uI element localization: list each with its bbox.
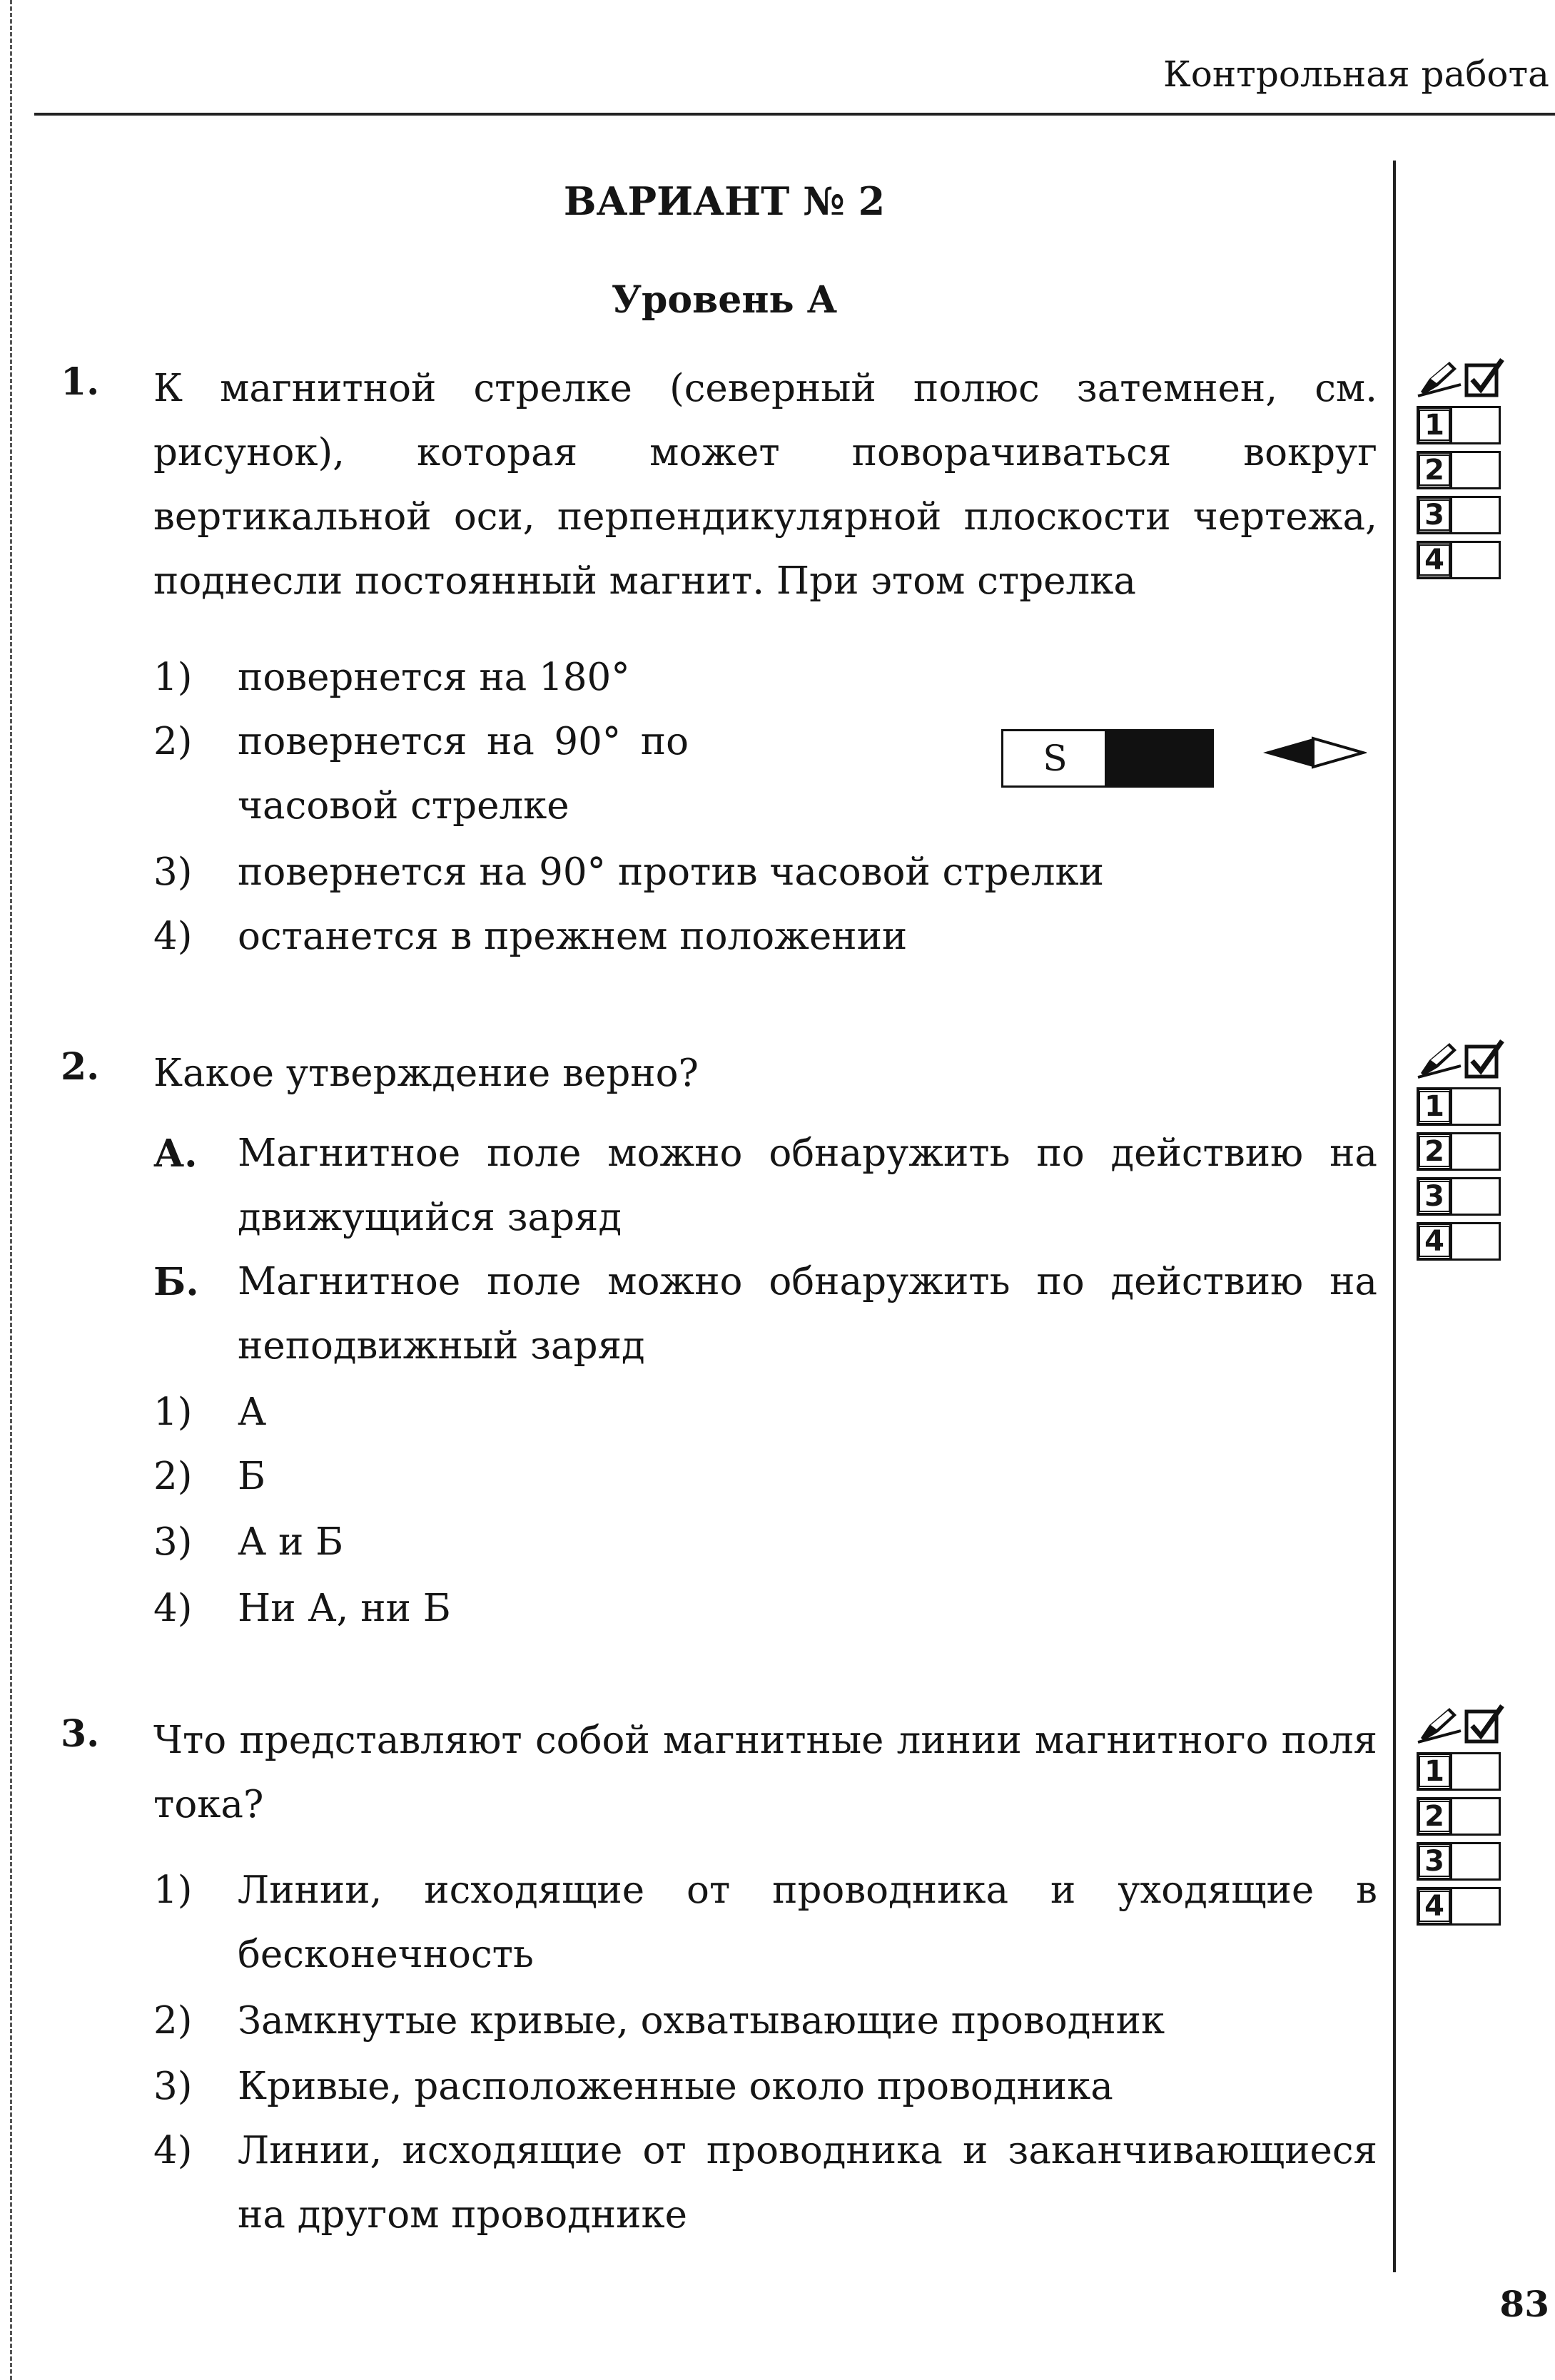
option-text: повернется на 90° против часовой стрелки (238, 850, 1104, 894)
answer-option-number-label: 3 (1419, 1181, 1450, 1212)
answer-option-row (1417, 1842, 1538, 1881)
question-1-number: 1. (61, 360, 100, 404)
question-2-option-2 (153, 1445, 1377, 1509)
answer-checkbox[interactable] (1452, 1177, 1501, 1216)
pencil-icon (1417, 1039, 1462, 1079)
option-text: останется в прежнем положении (238, 915, 908, 958)
option-label: 4) (153, 2129, 193, 2172)
level-title: Уровень А (611, 278, 838, 322)
question-3-option-1 (153, 1858, 1377, 1987)
option-text: Линии, исходящие от проводника и заканчивающиеся на другом проводнике (238, 2129, 1377, 2237)
answer-option-number (1417, 541, 1452, 579)
answer-option-row (1417, 1797, 1538, 1836)
answer-option-number (1417, 1752, 1452, 1791)
question-2-option-4 (153, 1577, 1377, 1641)
answer-option-number (1417, 1887, 1452, 1926)
magnet-north-pole (1105, 731, 1212, 785)
answer-option-number-label: 4 (1419, 1891, 1450, 1922)
header-rule (34, 113, 1555, 116)
question-2-option-3 (153, 1510, 1377, 1575)
answer-option-number-label: 2 (1419, 454, 1450, 486)
answer-option-row (1417, 1177, 1538, 1216)
running-title: Контрольная работа (1163, 54, 1549, 95)
answer-grid-header (1417, 1702, 1538, 1746)
question-2-text: Какое утверждение верно? (153, 1052, 699, 1095)
answer-option-number-label: 3 (1419, 1846, 1450, 1877)
answer-option-row (1417, 451, 1538, 489)
answer-option-row (1417, 1087, 1538, 1126)
question-3-number: 3. (61, 1712, 100, 1756)
question-1-option-1 (153, 646, 974, 710)
answer-option-number-label: 4 (1419, 1226, 1450, 1257)
answer-option-number-label: 1 (1419, 410, 1450, 441)
option-label: 2) (153, 1455, 193, 1498)
answer-option-number (1417, 496, 1452, 534)
answer-grid-question-3 (1417, 1702, 1538, 1926)
question-1-option-3 (153, 840, 1377, 905)
option-text: повернется на 90° по часовой стрелке (238, 720, 689, 828)
option-label: 1) (153, 1390, 193, 1434)
question-3-option-3 (153, 2055, 1377, 2119)
answer-option-number-label: 1 (1419, 1091, 1450, 1122)
answer-grid-question-1 (1417, 355, 1538, 579)
answer-option-row (1417, 541, 1538, 579)
option-label: 4) (153, 915, 193, 958)
answer-checkbox[interactable] (1452, 1797, 1501, 1836)
option-label: 2) (153, 720, 193, 763)
answer-option-row (1417, 1887, 1538, 1926)
answer-checkbox[interactable] (1452, 1752, 1501, 1791)
answer-checkbox[interactable] (1452, 541, 1501, 579)
answer-grid-header (1417, 1037, 1538, 1081)
question-2-statement-b (153, 1250, 1377, 1378)
question-3-option-2 (153, 1989, 1377, 2053)
question-1-text: К магнитной стрелке (северный полюс затемнен, см. рисунок), которая может поворачиваться вокруг вертикальной оси, перпендикулярной плоскости чертежа, поднесли постоянный магнит. При этом стрелка (153, 367, 1377, 603)
answer-option-number (1417, 1132, 1452, 1171)
page-number: 83 (1499, 2283, 1549, 2325)
magnet-south-pole: S (1043, 738, 1068, 779)
cut-line (10, 0, 12, 2380)
option-text: А и Б (238, 1520, 344, 1564)
option-text: Б (238, 1455, 265, 1498)
permanent-magnet (1001, 729, 1214, 788)
option-text: Линии, исходящие от проводника и уходящие в бесконечность (238, 1868, 1377, 1976)
question-2-number: 2. (61, 1045, 100, 1089)
answer-checkbox[interactable] (1452, 1087, 1501, 1126)
question-2-option-1 (153, 1380, 1377, 1445)
option-text: Кривые, расположенные около проводника (238, 2065, 1113, 2108)
question-3-text: Что представляют собой магнитные линии магнитного поля тока? (153, 1719, 1377, 1826)
option-label: 2) (153, 1999, 193, 2043)
compass-needle-icon (1260, 735, 1367, 771)
answer-option-number-label: 2 (1419, 1801, 1450, 1832)
answer-option-number (1417, 1842, 1452, 1881)
statement-text: Магнитное поле можно обнаружить по действию на движущийся заряд (238, 1131, 1377, 1239)
statement-text: Магнитное поле можно обнаружить по действию на неподвижный заряд (238, 1260, 1377, 1368)
checkbox-checked-icon (1462, 357, 1505, 398)
answer-option-number (1417, 451, 1452, 489)
option-label: 4) (153, 1587, 193, 1630)
question-1-option-2 (153, 710, 689, 838)
answer-option-number-label: 1 (1419, 1756, 1450, 1787)
answer-option-row (1417, 1132, 1538, 1171)
option-text: Ни А, ни Б (238, 1587, 451, 1630)
checkbox-checked-icon (1462, 1703, 1505, 1744)
answer-checkbox[interactable] (1452, 1842, 1501, 1881)
answer-checkbox[interactable] (1452, 496, 1501, 534)
question-1-option-4 (153, 905, 1377, 969)
answer-option-number-label: 4 (1419, 544, 1450, 576)
option-label: 3) (153, 2065, 193, 2108)
option-text: Замкнутые кривые, охватывающие проводник (238, 1999, 1165, 2043)
answer-option-number (1417, 1177, 1452, 1216)
margin-rule (1393, 161, 1396, 2272)
statement-label: Б. (153, 1260, 199, 1304)
answer-option-row (1417, 1222, 1538, 1261)
answer-grid-header (1417, 355, 1538, 400)
option-text: А (238, 1390, 267, 1434)
answer-option-number (1417, 406, 1452, 444)
pencil-icon (1417, 357, 1462, 397)
option-label: 3) (153, 1520, 193, 1564)
question-3-option-4 (153, 2119, 1377, 2247)
answer-option-number (1417, 1222, 1452, 1261)
checkbox-checked-icon (1462, 1038, 1505, 1079)
answer-checkbox[interactable] (1452, 1222, 1501, 1261)
pencil-icon (1417, 1704, 1462, 1744)
answer-option-row (1417, 1752, 1538, 1791)
option-text: повернется на 180° (238, 656, 630, 699)
answer-option-number (1417, 1087, 1452, 1126)
answer-checkbox[interactable] (1452, 451, 1501, 489)
answer-option-number-label: 3 (1419, 499, 1450, 531)
answer-option-number (1417, 1797, 1452, 1836)
option-label: 1) (153, 1868, 193, 1912)
answer-option-row (1417, 406, 1538, 444)
statement-label: А. (153, 1131, 198, 1176)
answer-grid-question-2 (1417, 1037, 1538, 1261)
option-label: 1) (153, 656, 193, 699)
answer-option-row (1417, 496, 1538, 534)
answer-checkbox[interactable] (1452, 1887, 1501, 1926)
variant-title: ВАРИАНТ № 2 (563, 178, 886, 224)
option-label: 3) (153, 850, 193, 894)
answer-checkbox[interactable] (1452, 1132, 1501, 1171)
answer-option-number-label: 2 (1419, 1136, 1450, 1167)
answer-checkbox[interactable] (1452, 406, 1501, 444)
question-2-statement-a (153, 1122, 1377, 1250)
